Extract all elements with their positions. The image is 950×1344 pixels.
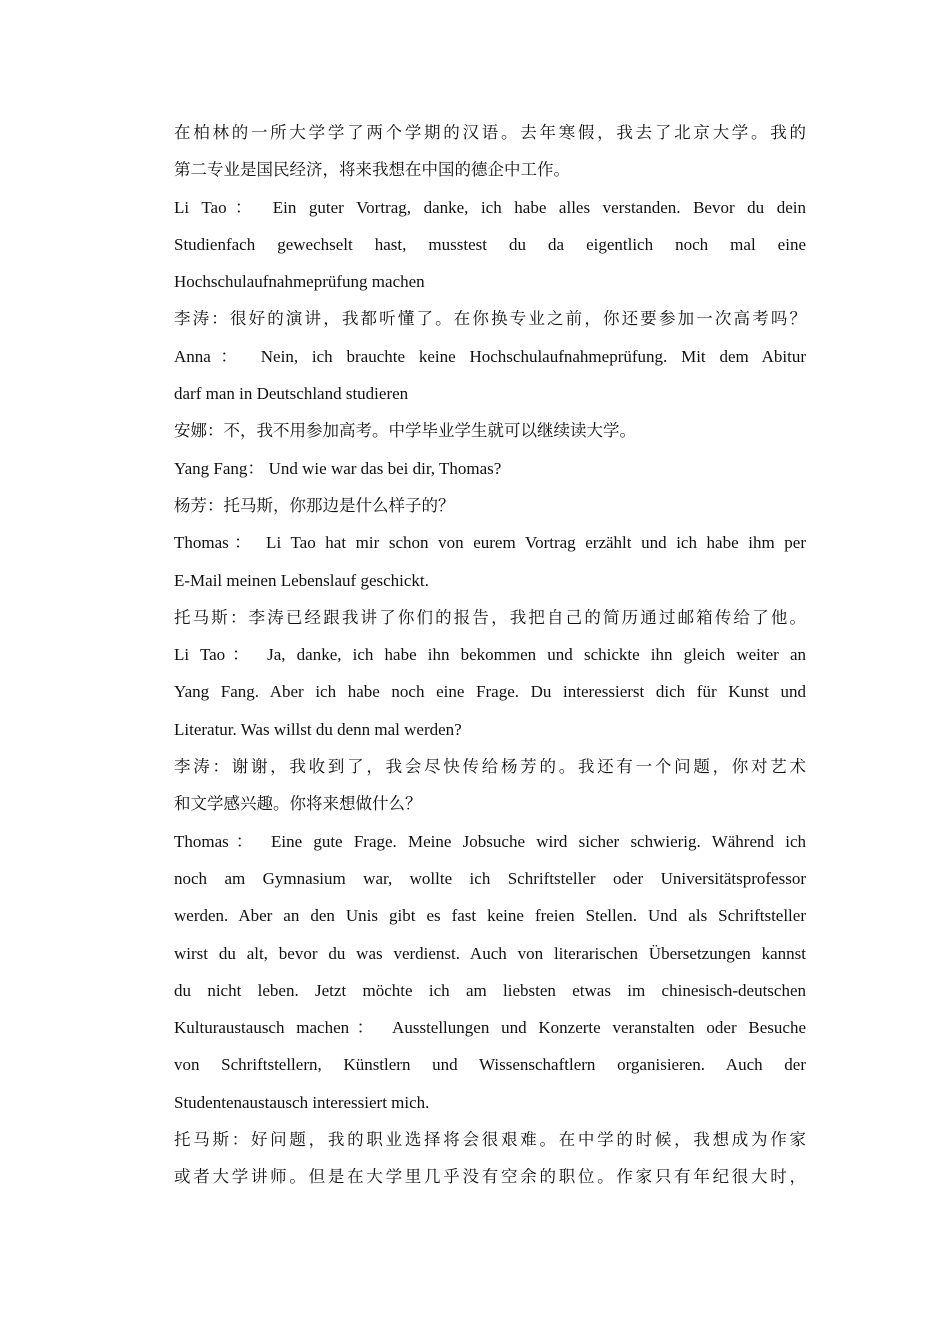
text-line: 李涛：谢谢，我收到了，我会尽快传给杨芳的。我还有一个问题，你对艺术 [174, 757, 806, 777]
text-line: Yang Fang. Aber ich habe noch eine Frage. Du interessierst dich für Kunst und [174, 682, 806, 702]
text-line: du nicht leben. Jetzt möchte ich am liebsten etwas im chinesisch-deutschen [174, 980, 806, 1000]
text-line: Studienfach gewechselt hast, musstest du da eigentlich noch mal eine [174, 234, 806, 254]
text-line: wirst du alt, bevor du was verdienst. Auch von literarischen Übersetzungen kannst [174, 943, 806, 963]
text-line: E-Mail meinen Lebenslauf geschickt. [174, 570, 429, 590]
text-line: Studentenaustausch interessiert mich. [174, 1092, 430, 1112]
text-line: darf man in Deutschland studieren [174, 384, 409, 404]
text-line: Literatur. Was willst du denn mal werden? [174, 719, 462, 739]
text-line: Thomas： Eine gute Frage. Meine Jobsuche wird sicher schwierig. Während ich [174, 831, 806, 851]
text-line: 在柏林的一所大学学了两个学期的汉语。去年寒假，我去了北京大学。我的 [174, 123, 806, 142]
text-line: Yang Fang： Und wie war das bei dir, Thomas? [174, 458, 502, 478]
text-line: noch am Gymnasium war, wollte ich Schriftsteller oder Universitätsprofessor [174, 868, 806, 888]
text-line: von Schriftstellern, Künstlern und Wissenschaftlern organisieren. Auch der [174, 1055, 806, 1075]
text-line: 托马斯：李涛已经跟我讲了你们的报告，我把自己的简历通过邮箱传给了他。 [174, 607, 806, 627]
text-line: 杨芳：托马斯，你那边是什么样子的？ [174, 495, 455, 515]
text-line: 或者大学讲师。但是在大学里几乎没有空余的职位。作家只有年纪很大时， [174, 1167, 806, 1187]
text-line: 和文学感兴趣。你将来想做什么？ [174, 794, 422, 814]
text-line: 安娜：不，我不用参加高考。中学毕业学生就可以继续读大学。 [174, 421, 636, 441]
text-line: Anna： Nein, ich brauchte keine Hochschulaufnahmeprüfung. Mit dem Abitur [174, 346, 806, 366]
dialogue-text [174, 114, 806, 1196]
text-line: Thomas： Li Tao hat mir schon von eurem Vortrag erzählt und ich habe ihm per [174, 533, 806, 553]
text-line: werden. Aber an den Unis gibt es fast keine freien Stellen. Und als Schriftsteller [174, 906, 806, 926]
text-line: Kulturaustausch machen： Ausstellungen und Konzerte veranstalten oder Besuche [174, 1018, 806, 1038]
text-line: Li Tao： Ja, danke, ich habe ihn bekommen und schickte ihn gleich weiter an [174, 645, 806, 665]
text-line: Hochschulaufnahmeprüfung machen [174, 272, 425, 292]
text-line: 第二专业是国民经济，将来我想在中国的德企中工作。 [174, 160, 570, 180]
text-line: 李涛：很好的演讲，我都听懂了。在你换专业之前，你还要参加一次高考吗？ [174, 309, 806, 329]
text-line: 托马斯：好问题，我的职业选择将会很艰难。在中学的时候，我想成为作家 [174, 1130, 806, 1150]
text-line: Li Tao： Ein guter Vortrag, danke, ich habe alles verstanden. Bevor du dein [174, 197, 806, 217]
